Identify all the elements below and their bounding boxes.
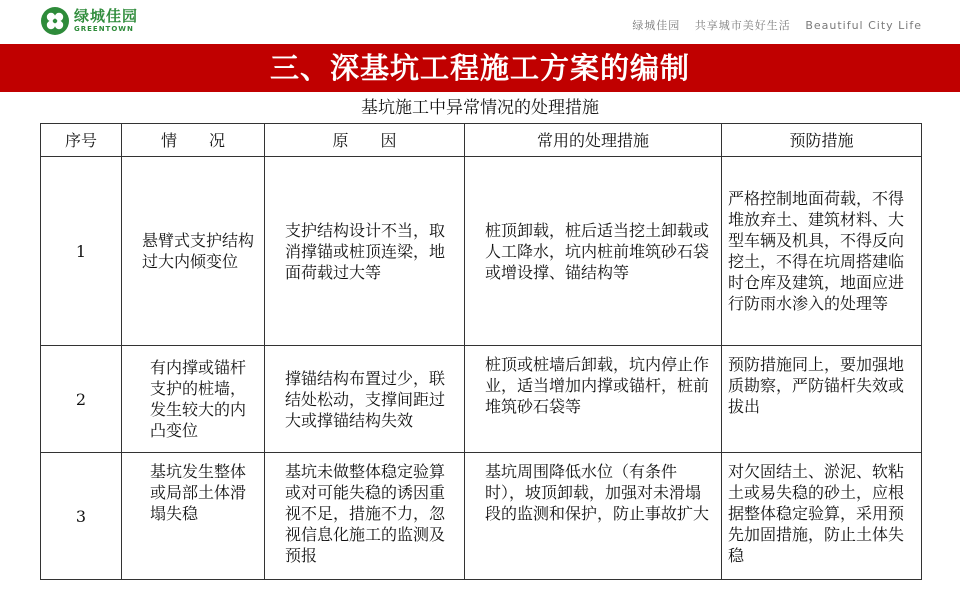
row-number: 2 <box>41 346 122 453</box>
situation-cell: 基坑发生整体或局部土体滑塌失稳 <box>122 453 265 580</box>
top-header <box>0 0 960 44</box>
prevention-cell: 严格控制地面荷载，不得堆放弃土、建筑材料、大型车辆及机具，不得反向挖土，不得在坑周搭建临时仓库及建筑，地面应进行防雨水渗入的处理等 <box>722 157 922 346</box>
cause-cell: 基坑未做整体稳定验算或对可能失稳的诱因重视不足，措施不力，忽视信息化施工的监测及预报 <box>265 453 465 580</box>
header-number: 序号 <box>41 124 122 157</box>
measure-cell: 基坑周围降低水位（有条件时），坡顶卸载，加强对未滑塌段的监测和保护，防止事故扩大 <box>465 453 722 580</box>
header-cause: 原 因 <box>265 124 465 157</box>
logo-english-text: GREENTOWN <box>74 25 134 33</box>
tagline-english: Beautiful City Life <box>805 19 922 32</box>
prevention-cell: 对欠固结土、淤泥、软粘土或易失稳的砂土，应根据整体稳定验算，采用预先加固措施，防止土体失稳 <box>722 453 922 580</box>
cause-cell: 支护结构设计不当，取消撑锚或桩顶连梁，地面荷载过大等 <box>265 157 465 346</box>
logo-chinese-text: 绿城佳园 <box>74 7 139 25</box>
page-title: 三、深基坑工程施工方案的编制 <box>269 51 690 85</box>
situation-cell: 有内撑或锚杆支护的桩墙，发生较大的内凸变位 <box>122 346 265 453</box>
title-banner <box>0 44 960 92</box>
table-caption: 基坑施工中异常情况的处理措施 <box>361 98 599 118</box>
measure-cell: 桩顶卸载，桩后适当挖土卸载或人工降水，坑内桩前堆筑砂石袋或增设撑、锚结构等 <box>465 157 722 346</box>
header-measures: 常用的处理措施 <box>465 124 722 157</box>
row-number: 1 <box>41 157 122 346</box>
tagline-slogan: 共享城市美好生活 <box>694 19 791 32</box>
measure-cell: 桩顶或桩墙后卸载，坑内停止作业，适当增加内撑或锚杆，桩前堆筑砂石袋等 <box>465 346 722 453</box>
prevention-cell: 预防措施同上，要加强地质勘察，严防锚杆失效或拔出 <box>722 346 922 453</box>
brand-logo <box>40 6 138 36</box>
header-prevention: 预防措施 <box>722 124 922 157</box>
clover-logo-icon <box>40 6 70 36</box>
table-row <box>41 453 922 580</box>
situation-cell: 悬臂式支护结构过大内倾变位 <box>122 157 265 346</box>
handling-measures-table <box>40 123 922 580</box>
table-row <box>41 157 922 346</box>
cause-cell: 撑锚结构布置过少，联结处松动，支撑间距过大或撑锚结构失效 <box>265 346 465 453</box>
header-situation: 情 况 <box>122 124 265 157</box>
table-row <box>41 346 922 453</box>
table-header-row <box>41 124 922 157</box>
tagline-brand: 绿城佳园 <box>632 19 681 32</box>
row-number: 3 <box>41 453 122 580</box>
header-tagline <box>622 17 922 33</box>
